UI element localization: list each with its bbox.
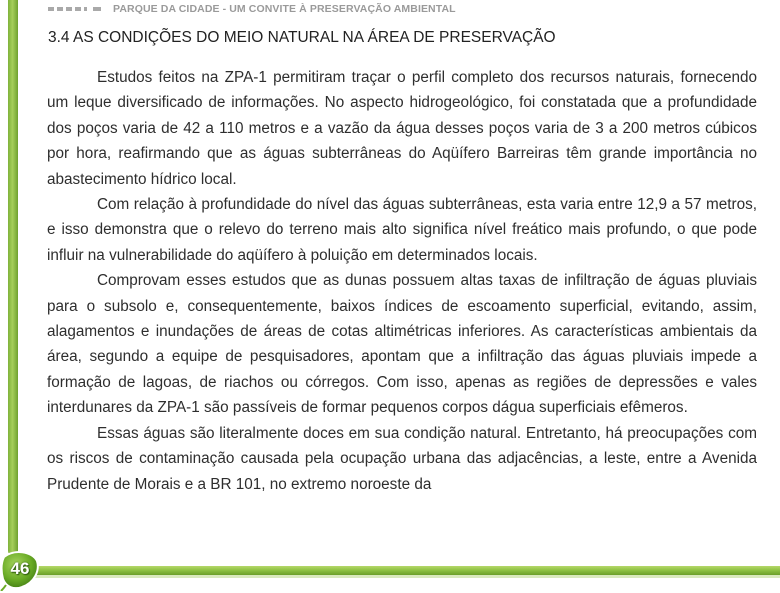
paragraph: Estudos feitos na ZPA-1 permitiram traçar o perfil completo dos recursos naturais, fornecendo um leque diversificado de informações. No aspecto hidrogeológico, foi constatada que a profundidade dos poços varia de 42 a 110 metros e a vazão da água desses poços varia de 3 a 200 metros cúbicos por hora, reafirmando que as águas subterrâneas do Aqüífero Barreiras têm grande importância no abastecimento hídrico local. <box>47 69 757 188</box>
dash-ornament-icon <box>48 7 101 11</box>
page-number-badge <box>0 547 40 589</box>
paragraph: Com relação à profundidade do nível das águas subterrâneas, esta varia entre 12,9 a 57 metros, e isso demonstra que o relevo do terreno mais alto significa nível freático mais profundo, o que pode influir na vulnerabilidade do aqüífero à poluição em determinados locais. <box>47 196 757 264</box>
bottom-green-bar <box>14 566 780 575</box>
paragraph: Comprovam esses estudos que as dunas possuem altas taxas de infiltração de águas pluviais para o subsolo e, consequentemente, baixos índices de escoamento superficial, evitando, assim, alagamentos e inundações de áreas de cotas altimétricas inferiores. As características ambientais da área, segundo a equipe de pesquisadores, apontam que a infiltração das águas pluviais impede a formação de lagoas, de riachos ou córregos. Com isso, apenas as regiões de depressões e vales interdunares da ZPA-1 são passíveis de formar pequenos corpos dágua superficiais efêmeros. <box>47 272 757 417</box>
header-title: PARQUE DA CIDADE - UM CONVITE À PRESERVAÇÃO AMBIENTAL <box>113 3 456 15</box>
paragraph: Essas águas são literalmente doces em sua condição natural. Entretanto, há preocupações com os riscos de contaminação causada pela ocupação urbana das adjacências, a leste, entre a Avenida Prudente de Morais e a BR 101, no extremo noroeste da <box>47 424 757 493</box>
bottom-bar-shadow <box>14 575 780 578</box>
running-header <box>48 2 456 16</box>
section-title: 3.4 AS CONDIÇÕES DO MEIO NATURAL NA ÁREA DE PRESERVAÇÃO <box>48 29 556 46</box>
page-number: 46 <box>10 559 30 578</box>
body-text <box>47 65 757 497</box>
left-green-bar <box>8 0 18 555</box>
